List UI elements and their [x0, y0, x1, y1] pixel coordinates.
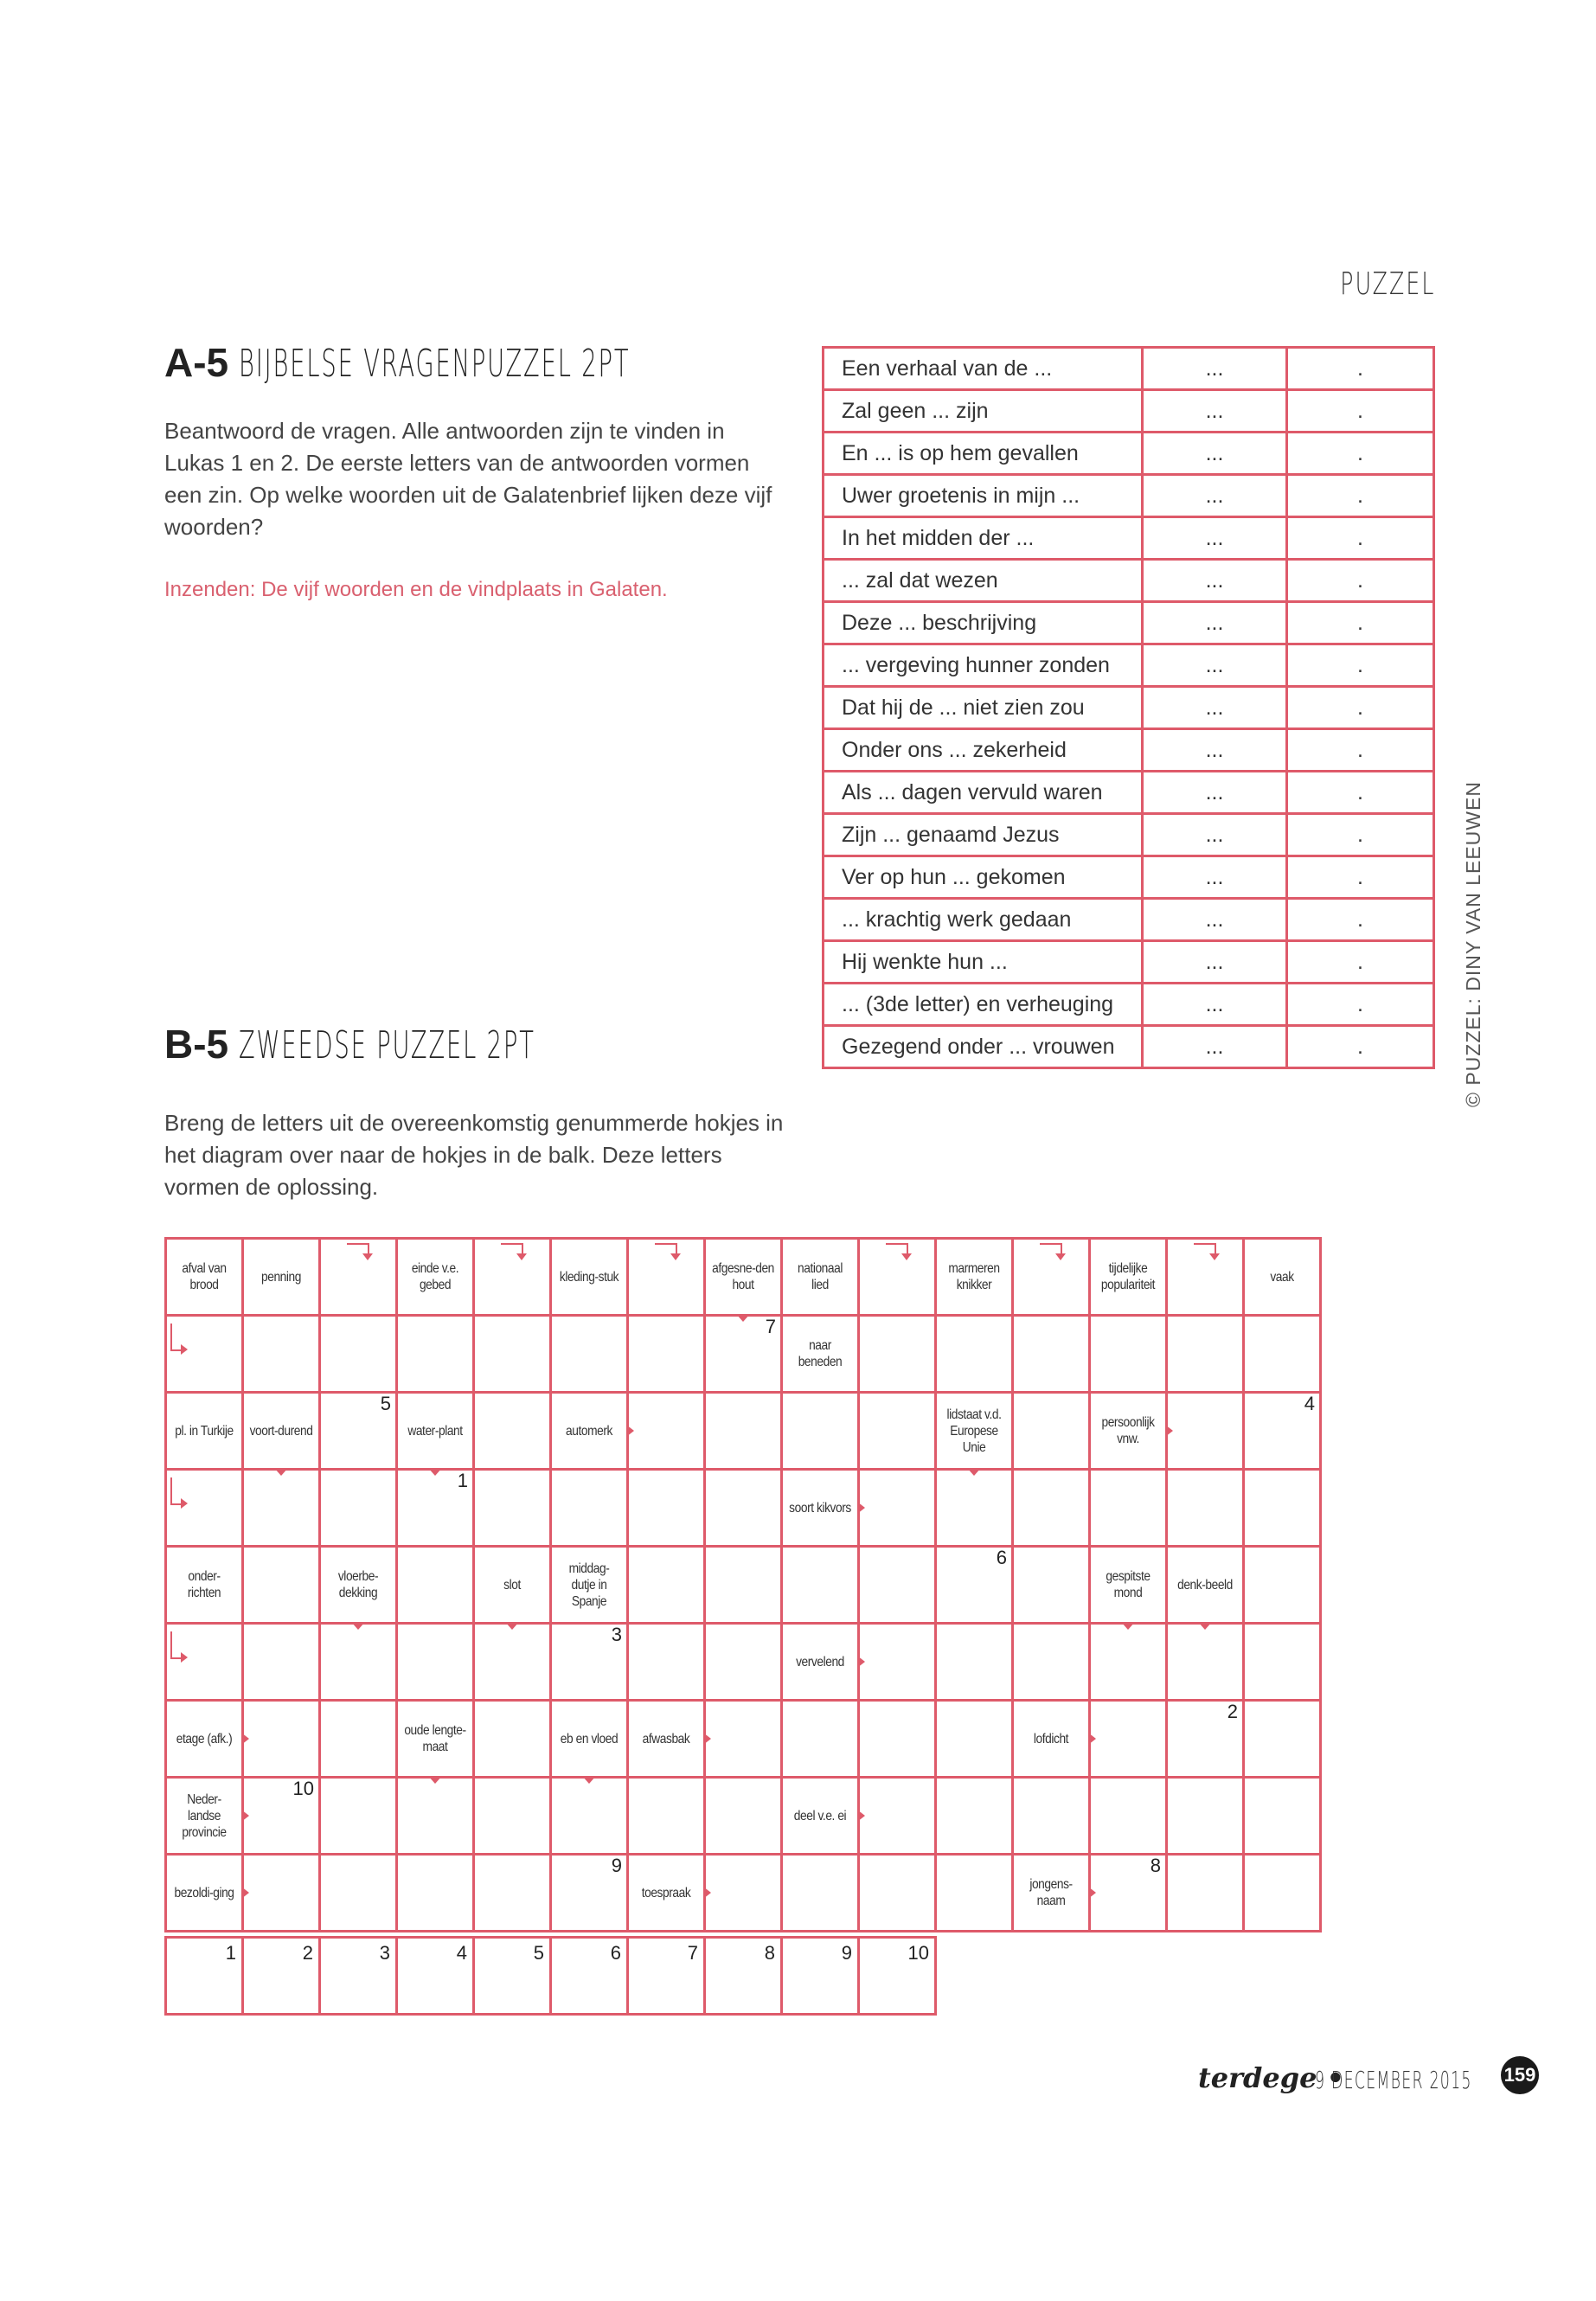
answer-cell[interactable] [859, 1239, 936, 1316]
answer-cell[interactable] [859, 1778, 936, 1855]
solution-cell-number: 8 [764, 1942, 775, 1964]
a5-question-cell: Als ... dagen vervuld waren [824, 772, 1143, 814]
answer-cell[interactable] [936, 1470, 1013, 1547]
solution-cell-number: 9 [841, 1942, 852, 1964]
answer-cell[interactable] [474, 1239, 551, 1316]
answer-cell[interactable] [320, 1855, 397, 1932]
answer-cell[interactable] [397, 1316, 474, 1393]
a5-answer-cell[interactable]: ... [1143, 348, 1287, 390]
a5-letter-cell[interactable]: . [1287, 560, 1434, 602]
answer-cell[interactable] [859, 1624, 936, 1701]
clue-text: marmeren knikker [948, 1261, 1000, 1292]
answer-cell[interactable] [1090, 1855, 1167, 1932]
clue-text: automerk [566, 1423, 612, 1439]
answer-cell[interactable] [628, 1239, 705, 1316]
cell-number: 2 [1227, 1701, 1238, 1722]
answer-cell[interactable] [474, 1778, 551, 1855]
a5-question-row [824, 941, 1434, 984]
clue-text: water-plant [407, 1423, 463, 1439]
cell-number: 10 [292, 1778, 314, 1799]
clue-text: penning [261, 1269, 301, 1285]
a5-question-cell: In het midden der ... [824, 517, 1143, 560]
b5-code: B-5 [164, 1022, 229, 1067]
answer-cell[interactable] [320, 1778, 397, 1855]
a5-question-row [824, 729, 1434, 772]
clue-text: denk-beeld [1177, 1577, 1233, 1593]
clue-cell [243, 1239, 320, 1316]
magazine-brand: terdege • [1198, 2061, 1345, 2094]
clue-text: voort-durend [249, 1423, 313, 1439]
solution-bar [164, 1936, 937, 2016]
solution-cell-number: 4 [456, 1942, 467, 1964]
clue-cell [166, 1547, 243, 1624]
a5-answer-cell[interactable]: ... [1143, 729, 1287, 772]
cell-number: 3 [611, 1624, 622, 1645]
clue-text: afgesne-den hout [712, 1261, 774, 1292]
answer-cell[interactable] [1013, 1624, 1090, 1701]
a5-answer-cell[interactable]: ... [1143, 772, 1287, 814]
answer-cell[interactable] [320, 1701, 397, 1778]
grid-row [166, 1855, 1321, 1932]
a5-answer-cell[interactable]: ... [1143, 687, 1287, 729]
clue-cell [782, 1239, 859, 1316]
a5-letter-cell[interactable]: . [1287, 433, 1434, 475]
a5-letter-cell[interactable]: . [1287, 984, 1434, 1026]
a5-letter-cell[interactable]: . [1287, 941, 1434, 984]
answer-cell[interactable] [397, 1624, 474, 1701]
clue-cell [705, 1239, 782, 1316]
clue-cell [628, 1701, 705, 1778]
clue-text: pl. in Turkije [175, 1423, 234, 1439]
clue-cell [243, 1393, 320, 1470]
answer-cell[interactable] [705, 1701, 782, 1778]
answer-cell[interactable] [1167, 1855, 1244, 1932]
puzzle-credit: © PUZZEL: DINY VAN LEEUWEN [1462, 781, 1484, 1107]
clue-cell [551, 1239, 628, 1316]
a5-answer-cell[interactable]: ... [1143, 644, 1287, 687]
solution-cell[interactable] [705, 1938, 782, 2015]
answer-cell[interactable] [1244, 1701, 1321, 1778]
cell-number: 5 [380, 1393, 391, 1414]
clue-text: lidstaat v.d. Europese Unie [946, 1407, 1002, 1455]
answer-cell[interactable] [397, 1778, 474, 1855]
a5-letter-cell[interactable]: . [1287, 814, 1434, 856]
answer-cell[interactable] [1090, 1316, 1167, 1393]
clue-text: afwasbak [642, 1731, 690, 1747]
a5-question-row [824, 984, 1434, 1026]
grid-row [166, 1778, 1321, 1855]
answer-cell[interactable] [1013, 1547, 1090, 1624]
grid-row [166, 1239, 1321, 1316]
clue-text: afval van brood [182, 1261, 227, 1292]
clue-cell [166, 1393, 243, 1470]
answer-cell[interactable] [705, 1393, 782, 1470]
grid-row [166, 1393, 1321, 1470]
answer-cell[interactable] [859, 1316, 936, 1393]
answer-cell[interactable] [705, 1855, 782, 1932]
a5-question-row [824, 348, 1434, 390]
clue-text: oude lengte-maat [404, 1723, 466, 1754]
clue-text: etage (afk.) [176, 1731, 233, 1747]
a5-letter-cell[interactable]: . [1287, 390, 1434, 433]
clue-text: vervelend [796, 1654, 844, 1670]
clue-text: jongens-naam [1029, 1877, 1073, 1908]
clue-text: vaak [1270, 1269, 1294, 1285]
answer-cell[interactable] [782, 1701, 859, 1778]
answer-cell[interactable] [628, 1624, 705, 1701]
answer-cell[interactable] [551, 1855, 628, 1932]
answer-cell[interactable] [243, 1624, 320, 1701]
a5-answer-cell[interactable]: ... [1143, 941, 1287, 984]
clue-cell [397, 1701, 474, 1778]
page-number-badge: 159 [1501, 2056, 1539, 2094]
a5-letter-cell[interactable]: . [1287, 899, 1434, 941]
clue-text: slot [503, 1577, 521, 1593]
a5-question-cell: En ... is op hem gevallen [824, 433, 1143, 475]
a5-question-cell: Uwer groetenis in mijn ... [824, 475, 1143, 517]
a5-letter-cell[interactable]: . [1287, 602, 1434, 644]
a5-title [164, 339, 870, 386]
clue-text: gespitste mond [1106, 1569, 1151, 1600]
answer-cell[interactable] [1244, 1624, 1321, 1701]
solution-cell-number: 7 [687, 1942, 698, 1964]
a5-question-row [824, 1026, 1434, 1068]
a5-instructions: Beantwoord de vragen. Alle antwoorden zijn te vinden in Lukas 1 en 2. De eerste letters van de antwoorden vormen een zin. Op welke woorden uit de Galatenbrief lijken deze vijf woorden? [164, 418, 772, 540]
answer-cell[interactable] [474, 1470, 551, 1547]
swedish-puzzle-grid [164, 1237, 1315, 1908]
solution-cell-number: 5 [533, 1942, 544, 1964]
answer-cell[interactable] [551, 1316, 628, 1393]
answer-cell[interactable] [705, 1624, 782, 1701]
answer-cell[interactable] [166, 1470, 243, 1547]
answer-cell[interactable] [1167, 1239, 1244, 1316]
answer-cell[interactable] [1244, 1778, 1321, 1855]
a5-letter-cell[interactable]: . [1287, 772, 1434, 814]
clue-text: toespraak [641, 1885, 691, 1900]
answer-cell[interactable] [1013, 1316, 1090, 1393]
cell-number: 8 [1150, 1855, 1161, 1876]
clue-cell [474, 1547, 551, 1624]
a5-question-cell: Dat hij de ... niet zien zou [824, 687, 1143, 729]
a5-question-row [824, 772, 1434, 814]
clue-cell [320, 1547, 397, 1624]
a5-question-row [824, 560, 1434, 602]
clue-cell [166, 1778, 243, 1855]
solution-cell[interactable] [551, 1938, 628, 2015]
answer-cell[interactable] [243, 1855, 320, 1932]
answer-cell[interactable] [1090, 1778, 1167, 1855]
answer-cell[interactable] [936, 1547, 1013, 1624]
grid-row [166, 1547, 1321, 1624]
answer-cell[interactable] [1167, 1316, 1244, 1393]
grid-row [166, 1624, 1321, 1701]
a5-question-cell: Onder ons ... zekerheid [824, 729, 1143, 772]
clue-cell [397, 1239, 474, 1316]
a5-question-cell: ... zal dat wezen [824, 560, 1143, 602]
answer-cell[interactable] [859, 1855, 936, 1932]
answer-cell[interactable] [782, 1855, 859, 1932]
a5-letter-cell[interactable]: . [1287, 475, 1434, 517]
clue-cell [397, 1393, 474, 1470]
solution-cell[interactable] [166, 1938, 243, 2015]
a5-question-cell: Een verhaal van de ... [824, 348, 1143, 390]
answer-cell[interactable] [474, 1316, 551, 1393]
answer-cell[interactable] [705, 1470, 782, 1547]
answer-cell[interactable] [320, 1624, 397, 1701]
solution-cell-number: 6 [610, 1942, 621, 1964]
a5-answer-cell[interactable]: ... [1143, 814, 1287, 856]
clue-cell [782, 1470, 859, 1547]
answer-cell[interactable] [859, 1470, 936, 1547]
clue-cell [1244, 1239, 1321, 1316]
clue-cell [1167, 1547, 1244, 1624]
a5-answer-cell[interactable]: ... [1143, 602, 1287, 644]
clue-cell [551, 1393, 628, 1470]
a5-question-cell: Zal geen ... zijn [824, 390, 1143, 433]
clue-text: soort kikvors [789, 1500, 851, 1516]
cell-number: 7 [765, 1316, 776, 1337]
answer-cell[interactable] [628, 1778, 705, 1855]
grid-row [166, 1470, 1321, 1547]
answer-cell[interactable] [243, 1316, 320, 1393]
section-label: PUZZEL [1340, 266, 1436, 302]
clue-text: einde v.e. gebed [411, 1261, 459, 1292]
a5-question-cell: Hij wenkte hun ... [824, 941, 1143, 984]
a5-answer-cell[interactable]: ... [1143, 475, 1287, 517]
a5-answer-cell[interactable]: ... [1143, 433, 1287, 475]
a5-question-row [824, 475, 1434, 517]
answer-cell[interactable] [551, 1778, 628, 1855]
a5-title-text: BIJBELSE VRAGENPUZZEL 2PT [239, 342, 631, 386]
answer-cell[interactable] [320, 1316, 397, 1393]
answer-cell[interactable] [936, 1778, 1013, 1855]
answer-cell[interactable] [859, 1701, 936, 1778]
clue-cell [936, 1239, 1013, 1316]
a5-question-cell: Deze ... beschrijving [824, 602, 1143, 644]
clue-cell [628, 1855, 705, 1932]
clue-text: naar beneden [798, 1338, 843, 1369]
a5-answer-cell[interactable]: ... [1143, 560, 1287, 602]
a5-letter-cell[interactable]: . [1287, 348, 1434, 390]
clue-text: bezoldi-ging [174, 1885, 234, 1900]
a5-answer-cell[interactable]: ... [1143, 390, 1287, 433]
answer-cell[interactable] [782, 1547, 859, 1624]
solution-cell-number: 10 [907, 1942, 929, 1964]
grid-row [166, 1316, 1321, 1393]
clue-cell [166, 1239, 243, 1316]
a5-question-row [824, 602, 1434, 644]
clue-text: tijdelijke populariteit [1100, 1261, 1156, 1292]
clue-cell [551, 1701, 628, 1778]
a5-letter-cell[interactable]: . [1287, 687, 1434, 729]
answer-cell[interactable] [474, 1624, 551, 1701]
b5-title [164, 1021, 717, 1067]
a5-question-row [824, 433, 1434, 475]
solution-cell-number: 2 [302, 1942, 313, 1964]
answer-cell[interactable] [782, 1393, 859, 1470]
answer-cell[interactable] [936, 1701, 1013, 1778]
answer-cell[interactable] [936, 1316, 1013, 1393]
a5-code: A-5 [164, 340, 229, 385]
answer-cell[interactable] [705, 1547, 782, 1624]
answer-cell[interactable] [1167, 1778, 1244, 1855]
answer-cell[interactable] [628, 1470, 705, 1547]
answer-cell[interactable] [243, 1470, 320, 1547]
answer-cell[interactable] [1013, 1470, 1090, 1547]
clue-text: middag-dutje in Spanje [568, 1561, 610, 1609]
answer-cell[interactable] [243, 1547, 320, 1624]
answer-cell[interactable] [551, 1470, 628, 1547]
a5-question-cell: Zijn ... genaamd Jezus [824, 814, 1143, 856]
b5-title-text: ZWEEDSE PUZZEL 2PT [239, 1023, 535, 1067]
a5-answer-cell[interactable]: ... [1143, 984, 1287, 1026]
issue-date: 9 DECEMBER 2015 [1315, 2066, 1472, 2094]
answer-cell[interactable] [1013, 1239, 1090, 1316]
a5-question-cell: Gezegend onder ... vrouwen [824, 1026, 1143, 1068]
solution-cell[interactable] [243, 1938, 320, 2015]
clue-cell [782, 1778, 859, 1855]
grid-row [166, 1701, 1321, 1778]
answer-cell[interactable] [1167, 1470, 1244, 1547]
a5-letter-cell[interactable]: . [1287, 729, 1434, 772]
answer-cell[interactable] [1244, 1393, 1321, 1470]
clue-cell [166, 1701, 243, 1778]
a5-question-row [824, 856, 1434, 899]
answer-cell[interactable] [628, 1547, 705, 1624]
clue-cell [166, 1855, 243, 1932]
answer-cell[interactable] [166, 1624, 243, 1701]
cell-number: 1 [457, 1470, 468, 1491]
answer-cell[interactable] [166, 1316, 243, 1393]
answer-cell[interactable] [320, 1393, 397, 1470]
answer-cell[interactable] [243, 1778, 320, 1855]
a5-question-row [824, 644, 1434, 687]
answer-cell[interactable] [243, 1701, 320, 1778]
solution-cell[interactable] [628, 1938, 705, 2015]
answer-cell[interactable] [1013, 1393, 1090, 1470]
a5-question-row [824, 517, 1434, 560]
answer-cell[interactable] [859, 1547, 936, 1624]
a5-answer-cell[interactable]: ... [1143, 856, 1287, 899]
answer-cell[interactable] [1013, 1778, 1090, 1855]
a5-question-table [822, 346, 1435, 1069]
answer-cell[interactable] [474, 1393, 551, 1470]
clue-cell [1090, 1239, 1167, 1316]
answer-cell[interactable] [551, 1624, 628, 1701]
a5-answer-cell[interactable]: ... [1143, 899, 1287, 941]
answer-cell[interactable] [1090, 1470, 1167, 1547]
a5-question-row [824, 687, 1434, 729]
solution-cell-number: 1 [225, 1942, 236, 1964]
clue-text: Neder-landse provincie [182, 1791, 227, 1840]
answer-cell[interactable] [397, 1547, 474, 1624]
a5-letter-cell[interactable]: . [1287, 1026, 1434, 1068]
clue-cell [1090, 1547, 1167, 1624]
a5-letter-cell[interactable]: . [1287, 856, 1434, 899]
a5-answer-cell[interactable]: ... [1143, 517, 1287, 560]
a5-question-row [824, 814, 1434, 856]
clue-text: deel v.e. ei [793, 1808, 847, 1823]
answer-cell[interactable] [628, 1316, 705, 1393]
a5-letter-cell[interactable]: . [1287, 644, 1434, 687]
solution-cell[interactable] [320, 1938, 397, 2015]
clue-cell [936, 1393, 1013, 1470]
answer-cell[interactable] [1244, 1316, 1321, 1393]
a5-question-cell: ... vergeving hunner zonden [824, 644, 1143, 687]
answer-cell[interactable] [859, 1393, 936, 1470]
a5-question-row [824, 899, 1434, 941]
a5-question-cell: ... krachtig werk gedaan [824, 899, 1143, 941]
cell-number: 4 [1304, 1393, 1315, 1414]
clue-cell [1013, 1855, 1090, 1932]
clue-text: onder-richten [187, 1569, 221, 1600]
answer-cell[interactable] [1244, 1547, 1321, 1624]
clue-cell [782, 1624, 859, 1701]
clue-text: persoonlijk vnw. [1101, 1415, 1155, 1446]
answer-cell[interactable] [628, 1393, 705, 1470]
clue-cell [1013, 1701, 1090, 1778]
answer-cell[interactable] [397, 1470, 474, 1547]
clue-cell [1090, 1393, 1167, 1470]
a5-question-cell: Ver op hun ... gekomen [824, 856, 1143, 899]
answer-cell[interactable] [1244, 1470, 1321, 1547]
answer-cell[interactable] [1090, 1701, 1167, 1778]
clue-text: eb en vloed [560, 1731, 619, 1747]
answer-cell[interactable] [936, 1855, 1013, 1932]
answer-cell[interactable] [397, 1855, 474, 1932]
clue-text: kleding-stuk [559, 1269, 619, 1285]
clue-cell [551, 1547, 628, 1624]
a5-question-row [824, 390, 1434, 433]
clue-text: vloerbe-dekking [337, 1569, 379, 1600]
answer-cell[interactable] [936, 1624, 1013, 1701]
clue-text: lofdicht [1033, 1731, 1069, 1747]
answer-cell[interactable] [320, 1239, 397, 1316]
answer-cell[interactable] [1090, 1624, 1167, 1701]
solution-cell[interactable] [474, 1938, 551, 2015]
answer-cell[interactable] [474, 1701, 551, 1778]
cell-number: 6 [996, 1547, 1007, 1568]
solution-cell[interactable] [859, 1938, 936, 2015]
cell-number: 9 [611, 1855, 622, 1876]
answer-cell[interactable] [1167, 1393, 1244, 1470]
solution-cell[interactable] [782, 1938, 859, 2015]
answer-cell[interactable] [1167, 1624, 1244, 1701]
answer-cell[interactable] [705, 1778, 782, 1855]
answer-cell[interactable] [705, 1316, 782, 1393]
a5-letter-cell[interactable]: . [1287, 517, 1434, 560]
answer-cell[interactable] [1244, 1855, 1321, 1932]
a5-answer-cell[interactable]: ... [1143, 1026, 1287, 1068]
answer-cell[interactable] [474, 1855, 551, 1932]
answer-cell[interactable] [1167, 1701, 1244, 1778]
clue-text: nationaal lied [797, 1261, 843, 1292]
clue-cell [782, 1316, 859, 1393]
solution-cell[interactable] [397, 1938, 474, 2015]
b5-instructions: Breng de letters uit de overeenkomstig genummerde hokjes in het diagram over naar de hokjes in de balk. Deze letters vormen de oplossing. [164, 1110, 784, 1200]
a5-question-cell: ... (3de letter) en verheuging [824, 984, 1143, 1026]
answer-cell[interactable] [320, 1470, 397, 1547]
a5-submit-instructions: Inzenden: De vijf woorden en de vindplaats in Galaten. [164, 578, 668, 601]
solution-cell-number: 3 [379, 1942, 390, 1964]
